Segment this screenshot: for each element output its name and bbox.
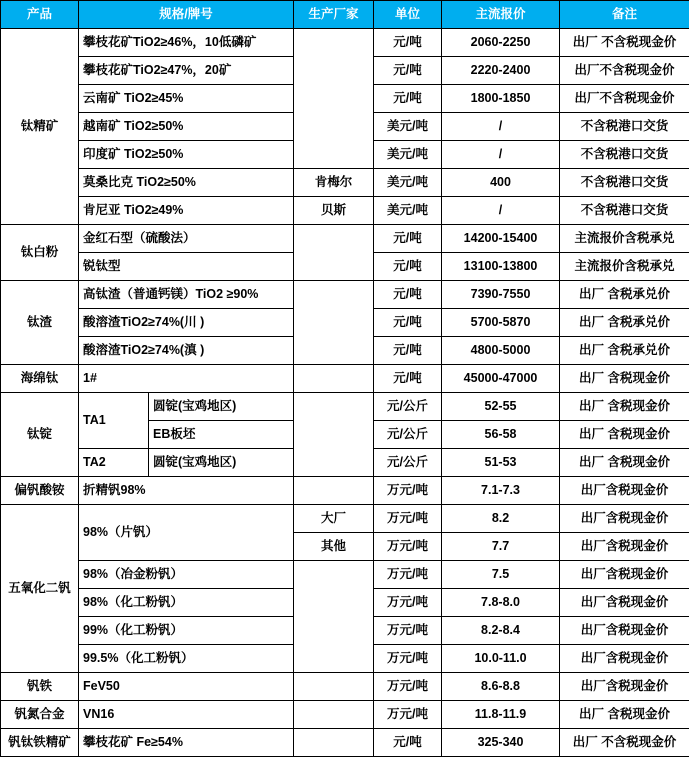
maker-cell (294, 393, 374, 477)
product-cell: 钛渣 (1, 281, 79, 365)
unit-cell: 元/公斤 (374, 449, 442, 477)
price-cell: 2220-2400 (442, 57, 560, 85)
unit-cell: 万元/吨 (374, 533, 442, 561)
table-row (1, 169, 689, 197)
note-cell: 不含税港口交货 (560, 141, 689, 169)
unit-cell: 万元/吨 (374, 505, 442, 533)
note-cell: 主流报价含税承兑 (560, 225, 689, 253)
maker-cell (294, 365, 374, 393)
spec-cell: 1# (79, 365, 294, 393)
note-cell: 出厂 含税现金价 (560, 365, 689, 393)
price-cell: 325-340 (442, 729, 560, 757)
header-product: 产品 (1, 1, 79, 29)
unit-cell: 元/吨 (374, 85, 442, 113)
maker-cell (294, 225, 374, 281)
spec-cell: 金红石型（硫酸法） (79, 225, 294, 253)
price-cell: / (442, 197, 560, 225)
maker-cell: 肯梅尔 (294, 169, 374, 197)
maker-cell (294, 477, 374, 505)
maker-cell: 大厂 (294, 505, 374, 533)
spec-cell: 高钛渣（普通钙镁）TiO2 ≥90% (79, 281, 294, 309)
table-row (1, 701, 689, 729)
unit-cell: 美元/吨 (374, 141, 442, 169)
header-row (1, 1, 689, 29)
table-row (1, 673, 689, 701)
header-spec: 规格/牌号 (79, 1, 294, 29)
note-cell: 出厂含税现金价 (560, 533, 689, 561)
note-cell: 出厂 含税现金价 (560, 421, 689, 449)
spec-cell: 越南矿 TiO2≥50% (79, 113, 294, 141)
product-cell: 钛白粉 (1, 225, 79, 281)
price-cell: 7390-7550 (442, 281, 560, 309)
price-cell: 7.7 (442, 533, 560, 561)
unit-cell: 万元/吨 (374, 645, 442, 673)
maker-cell (294, 29, 374, 169)
product-cell: 钒氮合金 (1, 701, 79, 729)
price-cell: 8.2-8.4 (442, 617, 560, 645)
price-cell: / (442, 113, 560, 141)
note-cell: 出厂含税现金价 (560, 589, 689, 617)
spec-cell: 莫桑比克 TiO2≥50% (79, 169, 294, 197)
header-price: 主流报价 (442, 1, 560, 29)
table-row (1, 477, 689, 505)
header-note: 备注 (560, 1, 689, 29)
unit-cell: 元/吨 (374, 337, 442, 365)
product-cell: 五氧化二钒 (1, 505, 79, 673)
unit-cell: 元/公斤 (374, 421, 442, 449)
price-cell: 7.8-8.0 (442, 589, 560, 617)
table-row (1, 505, 689, 533)
spec-cell: 印度矿 TiO2≥50% (79, 141, 294, 169)
spec-cell: TA2 (79, 449, 149, 477)
spec-cell: 98%（片钒） (79, 505, 294, 561)
header-unit: 单位 (374, 1, 442, 29)
table-row (1, 281, 689, 309)
table-row (1, 29, 689, 57)
table-row (1, 365, 689, 393)
spec-cell: 攀枝花矿TiO2≥46%，10低磷矿 (79, 29, 294, 57)
note-cell: 出厂 含税承兑价 (560, 309, 689, 337)
spec-cell: 98%（冶金粉钒） (79, 561, 294, 589)
table-header (1, 1, 689, 29)
spec-sub-cell: 圆锭(宝鸡地区) (149, 449, 294, 477)
price-cell: 51-53 (442, 449, 560, 477)
maker-cell: 其他 (294, 533, 374, 561)
table-row (1, 561, 689, 589)
spec-cell: 酸溶渣TiO2≥74%(滇 ) (79, 337, 294, 365)
note-cell: 不含税港口交货 (560, 113, 689, 141)
note-cell: 出厂 不含税现金价 (560, 729, 689, 757)
unit-cell: 元/吨 (374, 29, 442, 57)
note-cell: 出厂含税现金价 (560, 617, 689, 645)
price-cell: 8.2 (442, 505, 560, 533)
unit-cell: 万元/吨 (374, 701, 442, 729)
note-cell: 出厂含税现金价 (560, 673, 689, 701)
table-row (1, 197, 689, 225)
price-cell: 7.1-7.3 (442, 477, 560, 505)
unit-cell: 元/吨 (374, 309, 442, 337)
price-cell: 2060-2250 (442, 29, 560, 57)
product-cell: 钒铁 (1, 673, 79, 701)
unit-cell: 元/吨 (374, 281, 442, 309)
spec-cell: 酸溶渣TiO2≥74%(川 ) (79, 309, 294, 337)
note-cell: 出厂含税现金价 (560, 505, 689, 533)
unit-cell: 美元/吨 (374, 113, 442, 141)
unit-cell: 元/吨 (374, 225, 442, 253)
spec-cell: 云南矿 TiO2≥45% (79, 85, 294, 113)
spec-cell: 锐钛型 (79, 253, 294, 281)
note-cell: 出厂不含税现金价 (560, 57, 689, 85)
spec-cell: 攀枝花矿TiO2≥47%，20矿 (79, 57, 294, 85)
price-cell: 4800-5000 (442, 337, 560, 365)
maker-cell (294, 729, 374, 757)
spec-cell: 攀枝花矿 Fe≥54% (79, 729, 294, 757)
price-cell: 1800-1850 (442, 85, 560, 113)
price-cell: 13100-13800 (442, 253, 560, 281)
maker-cell (294, 281, 374, 365)
maker-cell (294, 561, 374, 673)
note-cell: 不含税港口交货 (560, 169, 689, 197)
note-cell: 出厂 含税现金价 (560, 393, 689, 421)
spec-cell: 99%（化工粉钒） (79, 617, 294, 645)
note-cell: 出厂 含税承兑价 (560, 337, 689, 365)
product-cell: 钛锭 (1, 393, 79, 477)
price-cell: 14200-15400 (442, 225, 560, 253)
unit-cell: 元/公斤 (374, 393, 442, 421)
unit-cell: 元/吨 (374, 365, 442, 393)
spec-cell: 肯尼亚 TiO2≥49% (79, 197, 294, 225)
maker-cell: 贝斯 (294, 197, 374, 225)
price-cell: 5700-5870 (442, 309, 560, 337)
price-cell: 56-58 (442, 421, 560, 449)
unit-cell: 万元/吨 (374, 617, 442, 645)
unit-cell: 美元/吨 (374, 197, 442, 225)
maker-cell (294, 701, 374, 729)
unit-cell: 万元/吨 (374, 561, 442, 589)
spec-cell: 折精钒98% (79, 477, 294, 505)
note-cell: 出厂 含税现金价 (560, 701, 689, 729)
note-cell: 出厂 不含税现金价 (560, 29, 689, 57)
note-cell: 出厂含税现金价 (560, 645, 689, 673)
header-maker: 生产厂家 (294, 1, 374, 29)
table-row (1, 225, 689, 253)
product-cell: 偏钒酸铵 (1, 477, 79, 505)
unit-cell: 元/吨 (374, 729, 442, 757)
note-cell: 出厂不含税现金价 (560, 85, 689, 113)
spec-sub-cell: 圆锭(宝鸡地区) (149, 393, 294, 421)
table-row (1, 393, 689, 421)
unit-cell: 万元/吨 (374, 673, 442, 701)
spec-cell: 98%（化工粉钒） (79, 589, 294, 617)
spec-cell: 99.5%（化工粉钒） (79, 645, 294, 673)
spec-cell: TA1 (79, 393, 149, 449)
price-cell: / (442, 141, 560, 169)
table-body (1, 29, 689, 757)
maker-cell (294, 673, 374, 701)
unit-cell: 美元/吨 (374, 169, 442, 197)
price-cell: 45000-47000 (442, 365, 560, 393)
spec-sub-cell: EB板坯 (149, 421, 294, 449)
product-cell: 钛精矿 (1, 29, 79, 225)
price-cell: 52-55 (442, 393, 560, 421)
price-cell: 8.6-8.8 (442, 673, 560, 701)
table-row (1, 729, 689, 757)
note-cell: 不含税港口交货 (560, 197, 689, 225)
price-cell: 7.5 (442, 561, 560, 589)
unit-cell: 万元/吨 (374, 589, 442, 617)
note-cell: 出厂含税现金价 (560, 561, 689, 589)
unit-cell: 万元/吨 (374, 477, 442, 505)
price-cell: 10.0-11.0 (442, 645, 560, 673)
spec-cell: VN16 (79, 701, 294, 729)
note-cell: 出厂含税现金价 (560, 477, 689, 505)
price-cell: 400 (442, 169, 560, 197)
note-cell: 出厂 含税承兑价 (560, 281, 689, 309)
note-cell: 出厂 含税现金价 (560, 449, 689, 477)
note-cell: 主流报价含税承兑 (560, 253, 689, 281)
product-cell: 海绵钛 (1, 365, 79, 393)
product-cell: 钒钛铁精矿 (1, 729, 79, 757)
unit-cell: 元/吨 (374, 57, 442, 85)
spec-cell: FeV50 (79, 673, 294, 701)
price-cell: 11.8-11.9 (442, 701, 560, 729)
unit-cell: 元/吨 (374, 253, 442, 281)
